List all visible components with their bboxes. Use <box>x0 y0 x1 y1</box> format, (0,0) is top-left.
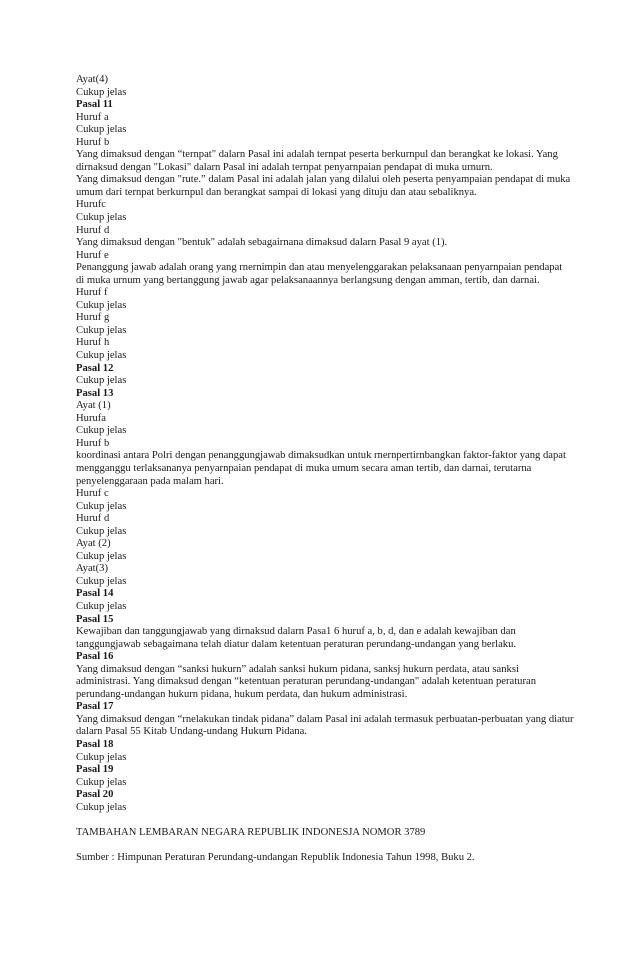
huruf-heading: Huruf b <box>76 136 110 148</box>
paragraph-line: dalarn Pasal 55 Kitab Undang-undang Hukurn Pidana. <box>76 726 307 738</box>
paragraph-line: Kewajiban dan tanggungjawab yang dirnaksud dalarn Pasa1 6 huruf a, b, d, dan e adalah kewajiban dan <box>76 626 516 638</box>
explanation-text: Cukup jelas <box>76 212 127 224</box>
huruf-heading: Huruf d <box>76 513 110 525</box>
paragraph-line: Yang dimaksud dengan “rnelakukan tindak pidana” dalam Pasal ini adalah termasuk perbuatan-perbuatan yang diatur <box>76 713 574 725</box>
explanation-text: Cukup jelas <box>76 600 127 612</box>
pasal-heading: Pasal 19 <box>76 764 114 776</box>
huruf-heading: Huruf d <box>76 224 110 236</box>
paragraph-line: di muka urnum yang bertanggung jawab agar pelaksanaannya berlangsung dengan amman, tertib, dan darnai. <box>76 274 540 286</box>
huruf-heading: Huruf c <box>76 488 109 500</box>
pasal-heading: Pasal 20 <box>76 789 114 801</box>
explanation-text: Cukup jelas <box>76 299 127 311</box>
huruf-heading: Hurufa <box>76 412 107 424</box>
explanation-text: Cukup jelas <box>76 324 127 336</box>
pasal-heading: Pasal 11 <box>76 99 113 111</box>
explanation-text: Cukup jelas <box>76 751 127 763</box>
explanation-text: Cukup jelas <box>76 801 127 813</box>
explanation-text: Cukup jelas <box>76 375 127 387</box>
huruf-heading: Huruf f <box>76 287 108 299</box>
ayat-heading: Ayat(4) <box>76 74 108 85</box>
paragraph-line: Yang dimaksud dengan "rute.” dalam Pasal ini adalah jalan yang dilalui oleh peserta penyampaian pendapat di muka <box>76 174 571 186</box>
ayat-heading: Ayat (1) <box>76 400 111 412</box>
pasal-heading: Pasal 14 <box>76 588 114 600</box>
explanation-text: Cukup jelas <box>76 425 127 437</box>
huruf-heading: Huruf g <box>76 312 110 324</box>
spacer <box>76 839 598 852</box>
explanation-text: Cukup jelas <box>76 500 127 512</box>
paragraph-line: umum dari ternpat berkurnpul dan berangkat sampai di lokasi yang dituju dan atau sebaliknya. <box>76 186 477 198</box>
spacer <box>76 814 598 827</box>
ayat-heading: Ayat (2) <box>76 538 111 550</box>
paragraph-line: administrasi. Yang dimaksud dengan “ketentuan peraturan perundang-undangan" adalah ketentuan peraturan <box>76 676 536 688</box>
paragraph-line: Yang dimaksud dengan “ternpat" dalarn Pasal ini adalah ternpat peserta berkurnpul dan berangkat ke lokasi. Yang <box>76 149 558 161</box>
paragraph-line: koordinasi antara Polri dengan penanggungjawab dimaksudkan untuk rnernpertirnbangkan faktor-faktor yang dapat <box>76 450 566 462</box>
ayat-heading: Ayat(3) <box>76 563 108 575</box>
pasal-heading: Pasal 13 <box>76 387 114 399</box>
pasal-heading: Pasal 15 <box>76 613 114 625</box>
source-citation: Sumber : Himpunan Peraturan Perundang-undangan Republik Indonesia Tahun 1998, Buku 2. <box>76 852 475 863</box>
explanation-text: Cukup jelas <box>76 550 127 562</box>
huruf-heading: Huruf b <box>76 437 110 449</box>
pasal-heading: Pasal 17 <box>76 701 114 713</box>
paragraph-line: perundang-undangan hukurn pidana, hukum perdata, dan hukum administrasi. <box>76 688 408 700</box>
huruf-heading: Huruf e <box>76 249 109 261</box>
huruf-heading: Huruf a <box>76 111 109 123</box>
tambahan-lembaran-negara: TAMBAHAN LEMBARAN NEGARA REPUBLIK INDONESJA NOMOR 3789 <box>76 826 426 838</box>
explanation-text: Cukup jelas <box>76 776 127 788</box>
explanation-text: Cukup jelas <box>76 86 127 98</box>
huruf-heading: Huruf h <box>76 337 110 349</box>
paragraph-line: penyelenggaraan pada malam hari. <box>76 475 224 487</box>
pasal-heading: Pasal 12 <box>76 362 114 374</box>
explanation-text: Cukup jelas <box>76 350 127 362</box>
pasal-heading: Pasal 16 <box>76 651 114 663</box>
paragraph-line: tanggungjawab sebagaimana telah diatur dalam ketentuan peraturan perundang-undangan yang berlaku. <box>76 638 517 650</box>
explanation-text: Cukup jelas <box>76 525 127 537</box>
pasal-heading: Pasal 18 <box>76 738 114 750</box>
paragraph-line: Yang dimaksud dengan “sanksi hukurn” adalah sanksi hukum pidana, sanksj hukurn perdata, atau sanksi <box>76 663 519 675</box>
paragraph-line: Penanggung jawab adalah orang yang rnernimpin dan atau menyelenggarakan pelaksanaan penyarnpaian pendapat <box>76 262 563 274</box>
explanation-text: Cukup jelas <box>76 575 127 587</box>
paragraph-line: mengganggu terlaksananya penyarnpaian pendapat di muka umum secara aman tertib, dan darnai, terutarna <box>76 462 532 474</box>
huruf-heading: Hurufc <box>76 199 107 211</box>
explanation-text: Cukup jelas <box>76 124 127 136</box>
paragraph-line: dirnaksud dengan "Lokasi" dalarn Pasal ini adalah ternpat penyarnpaian pendapat di muka urnurn. <box>76 161 493 173</box>
paragraph-line: Yang dimaksud dengan "bentuk" adalah sebagairnana dimaksud dalarn Pasal 9 ayat (1). <box>76 237 448 249</box>
